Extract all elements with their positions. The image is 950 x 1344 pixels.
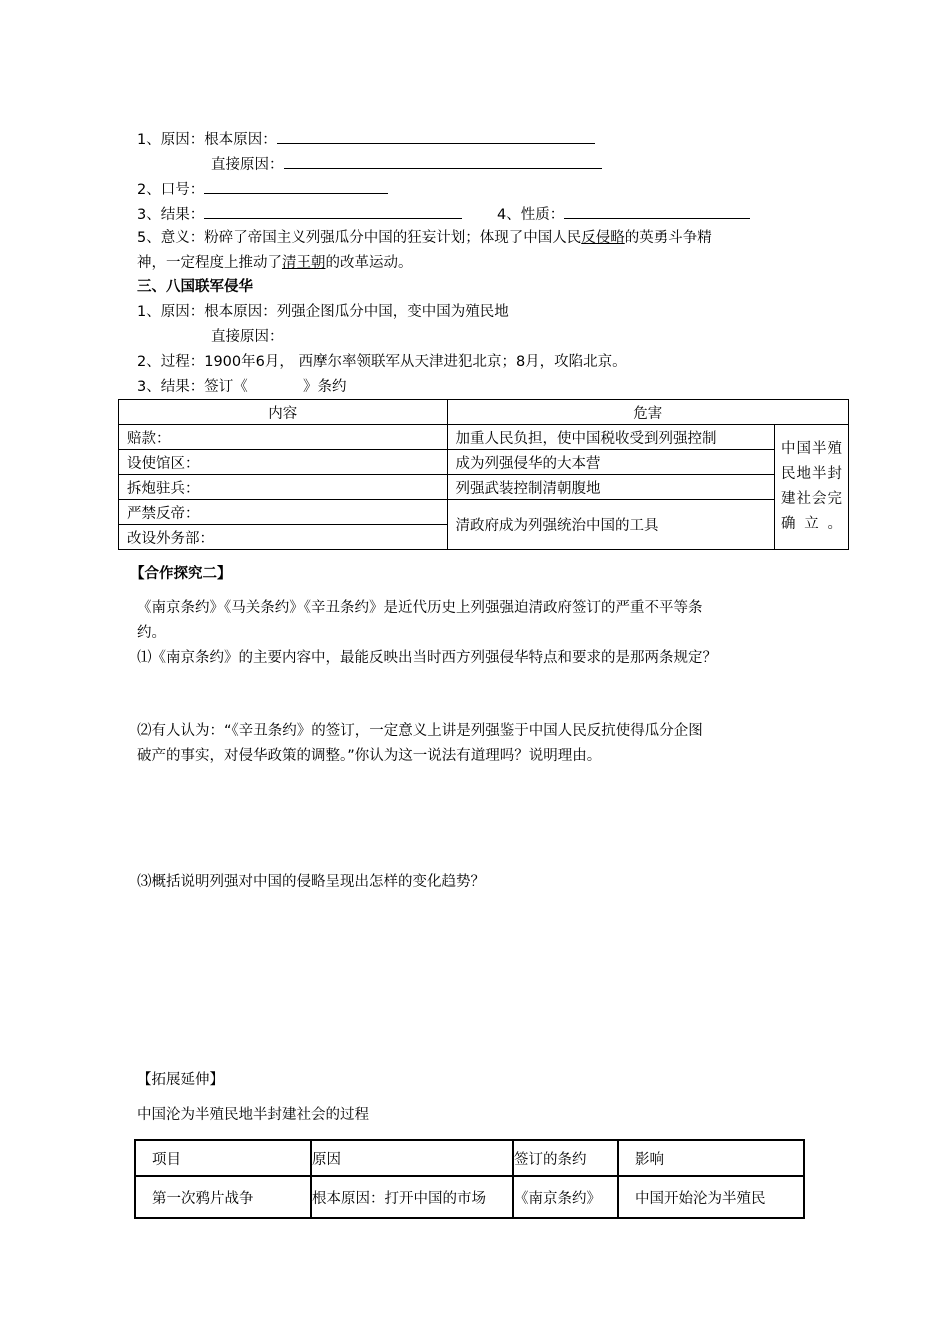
cause-direct-label: 直接原因：: [211, 157, 284, 173]
nature-line: [497, 203, 750, 225]
extend-subtitle: 中国沦为半殖民地半封建社会的过程: [137, 1107, 369, 1123]
header-cause: 原因: [311, 1140, 513, 1176]
table-row: [119, 450, 849, 475]
meaning-line-1: [137, 228, 712, 248]
cell-impact: 中国开始沦为半殖民: [618, 1176, 804, 1218]
treaty-table-header: [119, 400, 849, 425]
table-row: [135, 1176, 804, 1218]
question-3: ⑶概括说明列强对中国的侵略呈现出怎样的变化趋势？: [137, 874, 485, 890]
row-harm: 列强武装控制清朝腹地: [447, 475, 774, 500]
result-blank[interactable]: [204, 203, 462, 219]
row-content: 改设外务部：: [119, 525, 448, 550]
meaning2-text-end: 的改革运动。: [325, 255, 413, 271]
row-content: 设使馆区：: [119, 450, 448, 475]
header-content: 内容: [119, 400, 448, 425]
coop-intro-2: 约。: [137, 625, 166, 641]
extend-title: 【拓展延伸】: [137, 1072, 224, 1088]
sec3-cause-direct: 直接原因：: [211, 329, 284, 345]
slogan-label: 2、口号：: [137, 182, 205, 198]
sec3-result: 3、结果：签订《 》条约: [137, 379, 347, 395]
header-harm: 危害: [447, 400, 849, 425]
slogan-line: [137, 178, 388, 200]
question-2-line-1: ⑵有人认为：“《辛丑条约》的签订，一定意义上讲是列强鉴于中国人民反抗使得瓜分企图: [137, 723, 703, 739]
cause-direct-line: [211, 153, 602, 175]
header-treaty: 签订的条约: [513, 1140, 618, 1176]
meaning-underlined: 反侵略: [581, 230, 625, 246]
table-row: [119, 425, 849, 450]
nature-label: 4、性质：: [497, 207, 565, 223]
meaning2-text: 神，一定程度上推动了: [137, 255, 282, 271]
question-1: ⑴《南京条约》的主要内容中，最能反映出当时西方列强侵华特点和要求的是那两条规定？: [137, 650, 717, 666]
result-label: 3、结果：: [137, 207, 205, 223]
cause-direct-blank[interactable]: [284, 153, 602, 169]
cell-item: 第一次鸦片战争: [135, 1176, 311, 1218]
section3-title: 三、八国联军侵华: [137, 279, 253, 295]
table-row: [119, 500, 849, 525]
process-table-header: [135, 1140, 804, 1176]
cause-root-label: 1、原因：根本原因：: [137, 132, 277, 148]
meaning2-underlined: 清王朝: [282, 255, 326, 271]
treaty-table: [118, 399, 849, 550]
cell-cause: 根本原因：打开中国的市场: [311, 1176, 513, 1218]
side-note: 中国半殖民地半封建社会完确立。: [774, 425, 848, 550]
coop-title: 【合作探究二】: [130, 566, 232, 582]
row-harm: 清政府成为列强统治中国的工具: [447, 500, 774, 550]
header-impact: 影响: [618, 1140, 804, 1176]
question-2-line-2: 破产的事实，对侵华政策的调整。”你认为这一说法有道理吗？说明理由。: [137, 748, 602, 764]
slogan-blank[interactable]: [204, 178, 388, 194]
meaning-text: 5、意义：粉碎了帝国主义列强瓜分中国的狂妄计划；体现了中国人民: [137, 230, 582, 246]
nature-blank[interactable]: [564, 203, 750, 219]
coop-intro-1: 《南京条约》《马关条约》《辛丑条约》是近代历史上列强强迫清政府签订的严重不平等条: [137, 600, 703, 616]
table-row: [119, 475, 849, 500]
sec3-cause-root: 1、原因：根本原因：列强企图瓜分中国，变中国为殖民地: [137, 304, 509, 320]
row-content: 拆炮驻兵：: [119, 475, 448, 500]
row-harm: 加重人民负担，使中国税收受到列强控制: [447, 425, 774, 450]
result-nature-line: [137, 203, 462, 225]
header-item: 项目: [135, 1140, 311, 1176]
meaning-line-2: [137, 253, 413, 273]
meaning-text-end: 的英勇斗争精: [624, 230, 712, 246]
row-content: 赔款：: [119, 425, 448, 450]
row-harm: 成为列强侵华的大本营: [447, 450, 774, 475]
process-table: [134, 1139, 805, 1219]
sec3-process: 2、过程：1900年6月， 西摩尔率领联军从天津进犯北京；8月，攻陷北京。: [137, 354, 627, 370]
cause-root-line: [137, 128, 595, 150]
cause-root-blank[interactable]: [277, 128, 595, 144]
row-content: 严禁反帝：: [119, 500, 448, 525]
cell-treaty: 《南京条约》: [513, 1176, 618, 1218]
